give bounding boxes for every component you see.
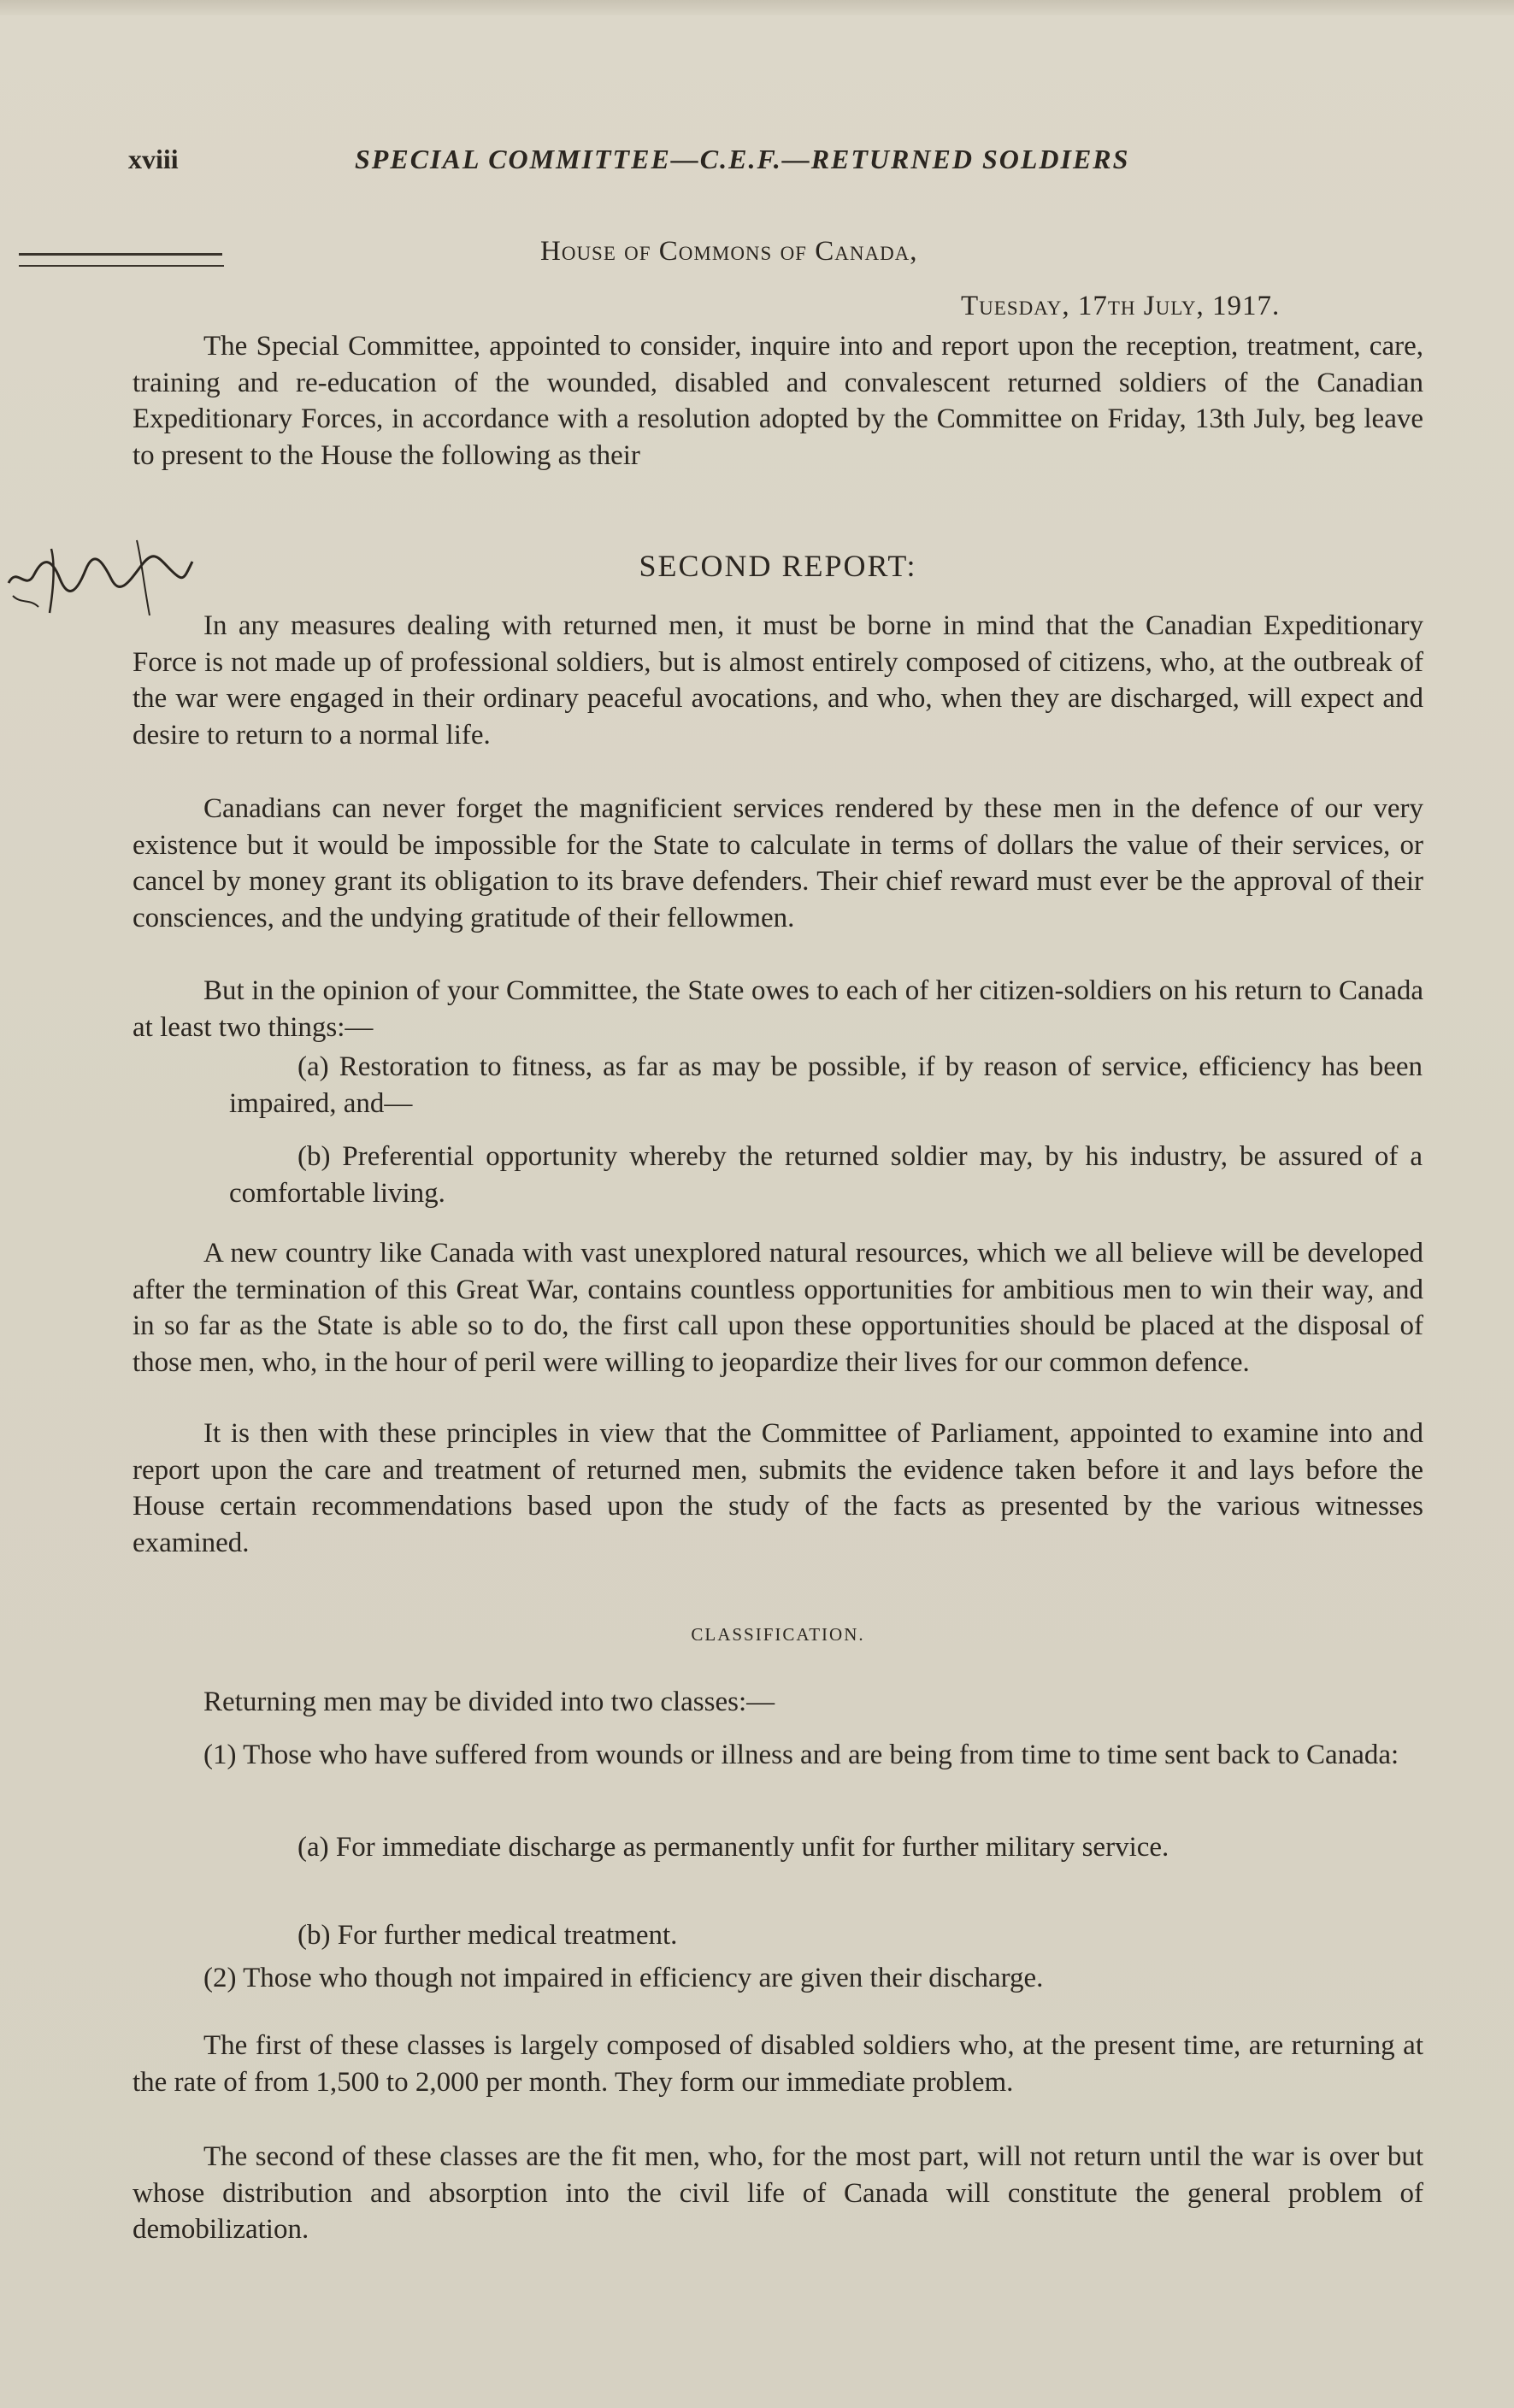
- running-header: [128, 144, 1436, 186]
- paragraph-3-text: But in the opinion of your Committee, the State owes to each of her citizen-soldiers on his return to Canada at least two things:—: [133, 975, 1423, 1043]
- paragraph-second-class: [133, 2139, 1423, 2248]
- class-1a-text: (a) For immediate discharge as permanently unfit for further military service.: [297, 1832, 1169, 1863]
- item-3b-text: (b) Preferential opportunity whereby the returned soldier may, by his industry, be assured of a comfortable living.: [229, 1141, 1423, 1209]
- page-top-edge: [0, 0, 1514, 15]
- classification-heading: CLASSIFICATION.: [691, 1624, 865, 1645]
- classification-intro: [133, 1684, 1423, 1721]
- classification-intro-text: Returning men may be divided into two classes:—: [203, 1687, 775, 1717]
- intro-paragraph: [133, 328, 1423, 474]
- class-1b-text: (b) For further medical treatment.: [297, 1920, 678, 1951]
- item-3a-text: (a) Restoration to fitness, as far as may be possible, if by reason of service, efficiency has been impaired, and—: [229, 1051, 1423, 1119]
- paragraph-3: [133, 973, 1423, 1045]
- paragraph-4: [133, 1235, 1423, 1381]
- paragraph-5: [133, 1416, 1423, 1561]
- report-heading: SECOND REPORT:: [639, 549, 917, 583]
- paragraph-2: [133, 791, 1423, 936]
- house-of-commons-line: House of Commons of Canada,: [540, 236, 918, 267]
- class-2: [133, 1960, 1423, 1997]
- running-title: SPECIAL COMMITTEE—C.E.F.—RETURNED SOLDIERS: [355, 144, 1130, 174]
- paragraph-first-class: [133, 2028, 1423, 2100]
- paragraph-2-text: Canadians can never forget the magnificient services rendered by these men in the defence of our very existence but it would be impossible for the State to calculate in terms of dollars the value of their services, or cancel by money grant its obligation to its brave defenders. Their chief reward must ever be the approval of their consciences, and the undying gratitude of their fellowmen.: [133, 793, 1423, 933]
- section-rule: [19, 253, 222, 256]
- item-3b: [229, 1139, 1423, 1211]
- item-3a: [229, 1049, 1423, 1122]
- paragraph-first-class-text: The first of these classes is largely composed of disabled soldiers who, at the present time, are returning at the rate of from 1,500 to 2,000 per month. They form our immediate problem.: [133, 2030, 1423, 2098]
- class-1-text: (1) Those who have suffered from wounds or illness and are being from time to time sent back to Canada:: [203, 1740, 1399, 1770]
- paragraph-1: [133, 608, 1423, 753]
- intro-text: The Special Committee, appointed to consider, inquire into and report upon the reception, treatment, care, training and re-education of the wounded, disabled and convalescent returned soldiers of the Canadian Expeditionary Forces, in accordance with a resolution adopted by the Committee on Friday, 13th July, beg leave to present to the House the following as their: [133, 331, 1423, 471]
- page-number: xviii: [128, 144, 179, 174]
- paragraph-1-text: In any measures dealing with returned men, it must be borne in mind that the Canadian Expeditionary Force is not made up of professional soldiers, but is almost entirely composed of citizens, who, at the outbreak of the war were engaged in their ordinary peaceful avocations, and who, when they are discharged, will expect and desire to return to a normal life.: [133, 610, 1423, 751]
- class-1: [133, 1737, 1423, 1774]
- paragraph-4-text: A new country like Canada with vast unexplored natural resources, which we all believe will be developed after the termination of this Great War, contains countless opportunities for ambitious men to win their way, and in so far as the State is able so to do, the first call upon these opportunities should be placed at the disposal of those men, who, in the hour of peril were willing to jeopardize their lives for our common defence.: [133, 1238, 1423, 1378]
- class-1a: [229, 1829, 1423, 1866]
- section-rule-double: [19, 265, 224, 267]
- paragraph-5-text: It is then with these principles in view that the Committee of Parliament, appointed to examine into and report upon the care and treatment of returned men, submits the evidence taken before it and lays before the House certain recommendations based upon the study of the facts as presented by the various witnesses examined.: [133, 1418, 1423, 1558]
- date-line: Tuesday, 17th July, 1917.: [961, 291, 1281, 321]
- class-1b: [229, 1917, 1423, 1954]
- class-2-text: (2) Those who though not impaired in efficiency are given their discharge.: [203, 1963, 1044, 1993]
- paragraph-second-class-text: The second of these classes are the fit men, who, for the most part, will not return until the war is over but whose distribution and absorption into the civil life of Canada will constitute the general problem of demobilization.: [133, 2141, 1423, 2245]
